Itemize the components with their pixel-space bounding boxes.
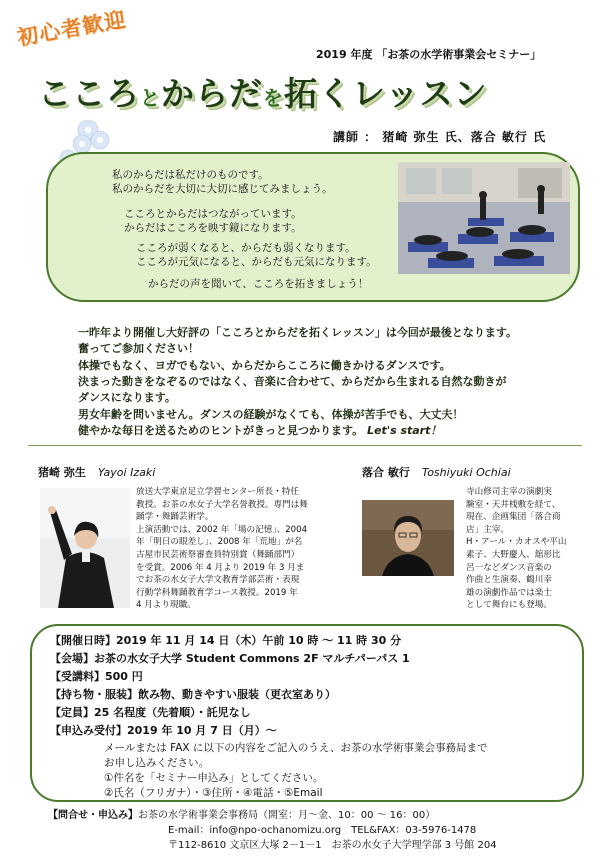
bio-line: として舞台にも登場。 (466, 600, 552, 611)
info-fee-value: 500 円 (105, 670, 143, 683)
contact-office: お茶の水学術事業会事務局（開室：月～金、10：00 ～ 16：00） (138, 810, 436, 821)
bio-line: を受賞。2006 年 4 月より 2019 年 3 月ま (136, 562, 305, 573)
contact-line-2: E-mail：info@npo-ochanomizu.org TEL&FAX：03-5976-1478 (168, 825, 477, 836)
info-deadline-label: 【申込み受付】 (50, 724, 127, 737)
info-note: メールまたは FAX に以下の内容をご記入のうえ、お茶の水学術事業会事務局まで (104, 742, 488, 754)
class-photo (398, 162, 570, 274)
info-note: ①件名を「セミナー申込み」としてください。 (104, 772, 324, 784)
info-date-value: 2019 年 11 月 14 日（木）午前 10 時 ～ 11 時 30 分 (116, 634, 402, 647)
bio-line: 素子、大野慶人、舘形比 (466, 549, 561, 560)
body-line (78, 423, 441, 439)
profile-name-ochiai (362, 464, 511, 480)
info-venue-value: お茶の水女子大学 Student Commons 2F マルチパーパス 1 (94, 652, 410, 665)
bio-line: 放送大学東京足立学習センター所長・特任 (136, 487, 299, 497)
contact-line-1 (48, 808, 435, 823)
bio-line: 年「明日の眼差し」、2008 年「荒地」が名 (136, 537, 303, 548)
intro-line: こころとからだはつながっています。 (124, 208, 302, 220)
intro-line: 私のからだは私だけのものです。 (112, 169, 269, 181)
bio-line: 行動学科舞踊教育学コース教授。2019 年 (136, 587, 298, 598)
bio-line: 踊学・舞踊芸術学。 (136, 512, 214, 523)
intro-line: からだの声を聞いて、こころを拓きましょう！ (148, 278, 369, 290)
body-line: 決まった動きをなぞるのではなく、音楽に合わせて、からだから生まれる自然な動きが (78, 375, 507, 388)
instructors-line: 講師 ： 猪崎 弥生 氏、落合 敏行 氏 (333, 130, 547, 144)
izaki-roman-name: Yayoi Izaki (97, 466, 156, 479)
body-line: ダンスになります。 (78, 391, 176, 404)
bio-line: 寺山修司主宰の演劇実 (466, 487, 552, 497)
body-line: 体操でもなく、ヨガでもない、からだからこころに働きかけるダンスです。 (78, 359, 451, 372)
bio-line: 作曲と生演奏、鶴川幸 (466, 575, 552, 586)
izaki-name: 猪崎 弥生 (38, 466, 86, 479)
ochiai-name: 落合 敏行 (362, 466, 410, 479)
title-particle-2: を (263, 86, 284, 110)
izaki-photo (40, 488, 130, 608)
seminar-series-label: 2019 年度 「お茶の水学術事業会セミナー」 (316, 48, 542, 61)
beginners-welcome-badge: 初心者歓迎 (15, 7, 128, 51)
info-note: ②氏名（フリガナ）・③住所・④電話・⑤Email (104, 787, 323, 799)
bio-line: 雄の演劇作品では楽士 (466, 587, 552, 598)
body-line: 一昨年より開催し大好評の「こころとからだを拓くレッスン」は今回が最後となります。 (78, 326, 518, 339)
info-items-label: 【持ち物・服装】 (50, 688, 138, 701)
title-part-1: こころ (38, 74, 140, 113)
info-items (50, 686, 336, 703)
info-capacity-label: 【定員】 (50, 706, 94, 719)
title-particle-1: と (140, 86, 161, 110)
profile-name-izaki (38, 464, 155, 480)
intro-line: こころが弱くなると、からだも弱くなります。 (136, 242, 356, 254)
info-fee-label: 【受講料】 (50, 670, 105, 683)
ochiai-bio (466, 486, 584, 612)
bio-line: H・アール・カオスや平山 (466, 537, 567, 548)
bio-line: 店」主宰。 (466, 524, 509, 535)
intro-line: からだはこころを映す鏡になります。 (124, 222, 302, 234)
info-deadline-value: 2019 年 10 月 7 日（月）～ (127, 724, 277, 737)
izaki-bio (136, 486, 352, 612)
body-line: 男女年齢を問いません。ダンスの経験がなくても、体操が苦手でも、大丈夫！ (78, 408, 464, 421)
info-deadline (50, 722, 277, 739)
intro-line: 私のからだを大切に大切に感じてみましょう。 (112, 183, 333, 195)
intro-line: こころが元気になると、からだも元気になります。 (136, 256, 377, 268)
section-divider (28, 445, 582, 446)
info-venue-label: 【会場】 (50, 652, 94, 665)
ochiai-roman-name: Toshiyuki Ochiai (421, 466, 511, 479)
body-line: 奮ってご参加ください！ (78, 342, 199, 355)
info-capacity (50, 704, 251, 721)
bio-line: 現在、企画集団「落合商 (466, 512, 561, 523)
info-venue (50, 650, 410, 667)
bio-line: 古屋市民芸術祭審査員特別賞（舞踊部門） (136, 549, 300, 560)
bio-line: 4 月より現職。 (136, 600, 196, 611)
bio-line: 験室・天井桟敷を経て、 (466, 499, 561, 510)
contact-line-3: 〒112-8610 文京区大塚 2－1－1 お茶の水女子大学理学部 3 号館 204 (168, 840, 497, 851)
info-date-label: 【開催日時】 (50, 634, 116, 647)
title-part-2: からだ (161, 74, 263, 113)
lets-start-text: Let's start！ (366, 424, 442, 437)
contact-label: 【問合せ・申込み】 (48, 810, 138, 821)
info-date (50, 632, 401, 649)
bio-line: でお茶の水女子大学文教育学部芸術・表現 (136, 575, 300, 586)
title-part-3: 拓くレッスン (284, 74, 488, 113)
info-note: お申し込みください。 (104, 757, 209, 769)
info-fee (50, 668, 143, 685)
bio-line: 呂一などダンス音楽の (466, 562, 552, 573)
bio-line: 教授。お茶の水女子大学名誉教授。専門は舞 (136, 499, 308, 510)
ochiai-photo (362, 500, 454, 576)
info-items-value: 飲み物、動きやすい服装（更衣室あり） (138, 688, 336, 701)
body-closing-text: 健やかな毎日を送るためのヒントがきっと見つかります。 (78, 424, 364, 437)
bio-line: 上演活動では、2002 年「場の記憶」、2004 (136, 524, 308, 535)
info-capacity-value: 25 名程度（先着順）・託児なし (94, 706, 251, 719)
